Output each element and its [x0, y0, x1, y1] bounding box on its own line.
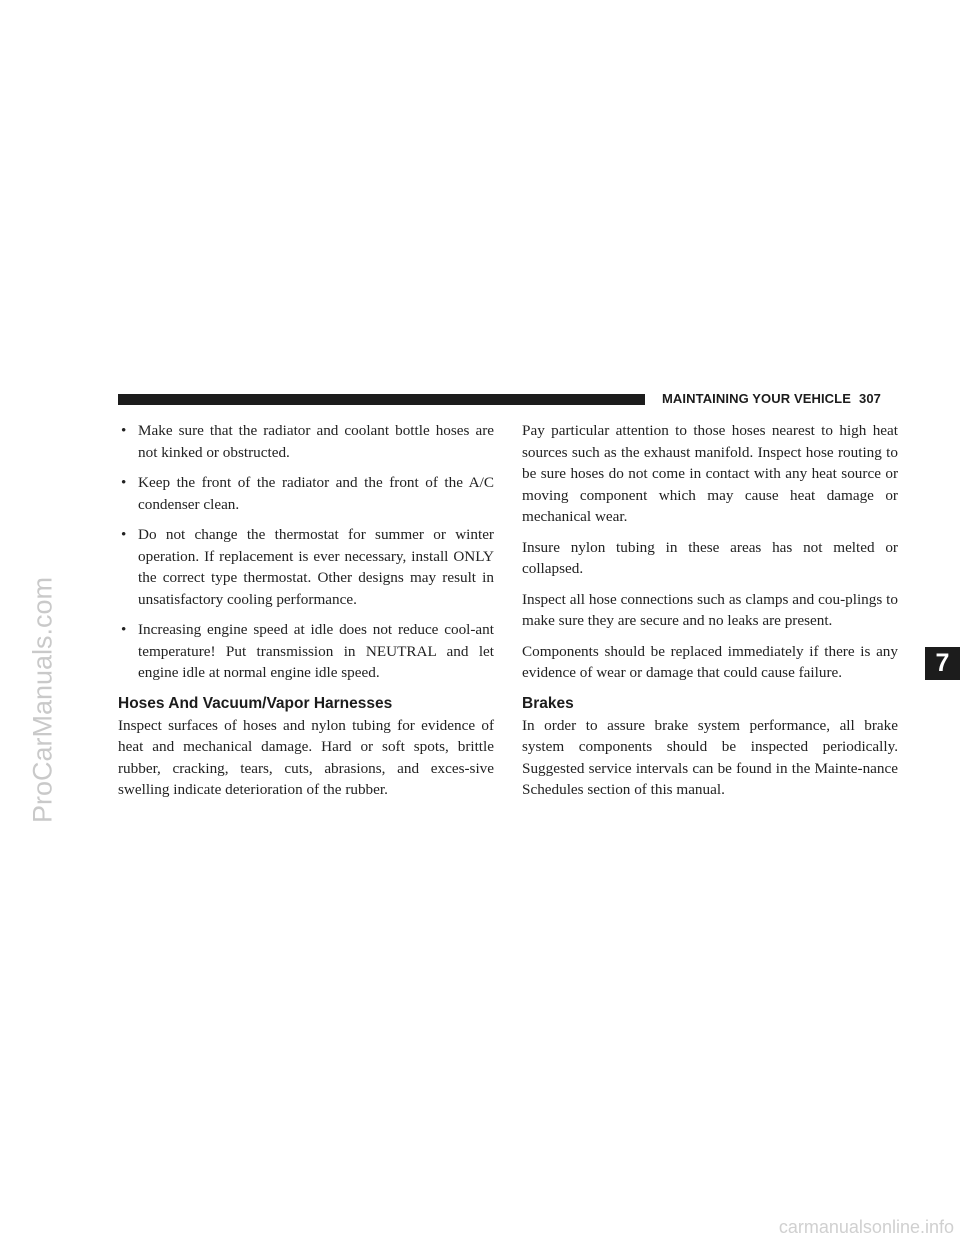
list-item-text: Keep the front of the radiator and the front of the A/C condenser clean. [138, 474, 494, 513]
list-item [118, 472, 494, 515]
chapter-tab: 7 [925, 647, 960, 680]
bullet-icon: • [121, 526, 127, 543]
bullet-icon: • [121, 621, 127, 638]
list-item [118, 420, 494, 463]
brakes-paragraph: In order to assure brake system performance, all brake system components should be inspected periodically. Suggested service intervals can be found in the Mainte-nance Schedules section of this manual. [522, 716, 898, 798]
side-watermark: ProCarManuals.com [27, 576, 58, 824]
cooling-tips-list [118, 420, 494, 684]
list-item [118, 619, 494, 684]
list-item [118, 524, 494, 610]
bullet-icon: • [121, 422, 127, 439]
bullet-icon: • [121, 474, 127, 491]
body-paragraph: Components should be replaced immediately if there is any evidence of wear or damage that could cause failure. [522, 642, 898, 681]
list-item-text: Increasing engine speed at idle does not reduce cool-ant temperature! Put transmission in NEUTRAL and let engine idle at normal engine idle speed. [138, 621, 494, 681]
list-item-text: Do not change the thermostat for summer or winter operation. If replacement is ever necessary, install ONLY the correct type thermostat. Other designs may result in unsatisfactory cooling performance. [138, 526, 494, 608]
body-paragraph: Pay particular attention to those hoses nearest to high heat sources such as the exhaust manifold. Inspect hose routing to be sure hoses do not come in contact with any heat source or moving component which may cause heat damage or mechanical wear. [522, 422, 898, 525]
body-paragraph: Inspect all hose connections such as clamps and cou-plings to make sure they are secure and no leaks are present. [522, 590, 898, 629]
section-title: MAINTAINING YOUR VEHICLE [662, 391, 851, 406]
right-column [522, 420, 898, 810]
hoses-heading: Hoses And Vacuum/Vapor Harnesses [118, 694, 393, 712]
running-header [662, 391, 881, 406]
left-column [118, 420, 494, 810]
hoses-paragraph: Inspect surfaces of hoses and nylon tubing for evidence of heat and mechanical damage. Hard or soft spots, brittle rubber, cracking, tears, cuts, abrasions, and exces-sive swelling indicate deterioration of the rubber. [118, 716, 494, 798]
brakes-heading: Brakes [522, 694, 574, 712]
body-paragraph: Insure nylon tubing in these areas has not melted or collapsed. [522, 538, 898, 577]
list-item-text: Make sure that the radiator and coolant bottle hoses are not kinked or obstructed. [138, 422, 494, 461]
header-rule [118, 394, 645, 405]
footer-watermark: carmanualsonline.info [778, 1217, 954, 1237]
page-number: 307 [858, 391, 881, 406]
